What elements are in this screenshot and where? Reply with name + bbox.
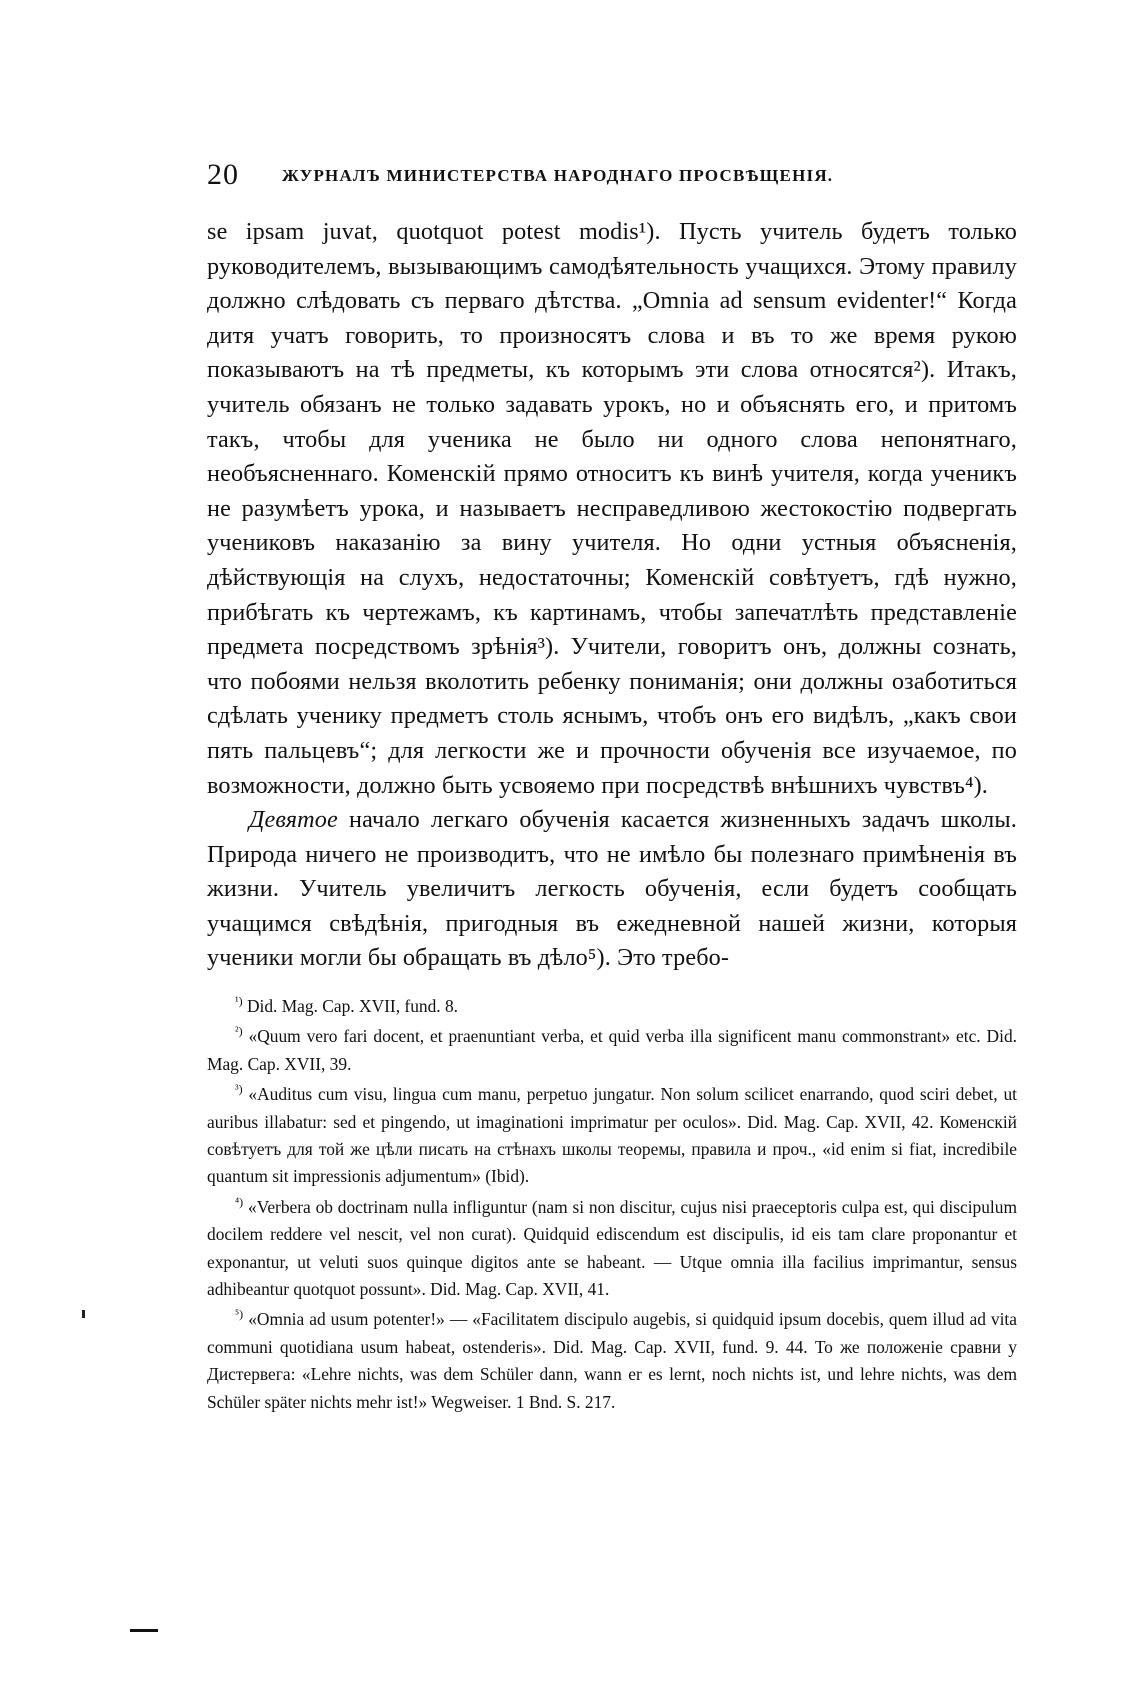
footnote-1 (207, 993, 1017, 1020)
page-number: 20 (207, 158, 239, 191)
footnote-mark: ¹) (235, 994, 243, 1009)
footnote-2 (207, 1023, 1017, 1078)
main-text (207, 215, 1017, 976)
footnote-text: «Verbera ob doctrinam nulla infliguntur (nam si non discitur, cujus nisi praeceptoris culpa est, qui discipulum docilem reddere vel nescit, vel non curat). Quidquid ediscendum est discipulis, id eis tam clare proponantur et exponantur, ut veluti suos quinque digitos ante se habeant. — Utque omnia illa facilius imprimantur, sensus adhibeantur quotquot possunt». Did. Mag. Cap. XVII, 41. (207, 1196, 1017, 1300)
footnote-text: Did. Mag. Cap. XVII, fund. 8. (242, 996, 459, 1016)
footnote-mark: ²) (235, 1024, 243, 1039)
page-header (207, 158, 1017, 198)
footnote-text: «Quum vero fari docent, et praenuntiant verba, et quid verba illa significent manu commonstrant» etc. Did. Mag. Cap. XVII, 39. (207, 1026, 1017, 1074)
footnote-5 (207, 1306, 1017, 1416)
footnote-4 (207, 1194, 1017, 1304)
footnote-3 (207, 1081, 1017, 1191)
paragraph-2-text: начало легкаго обученія касается жизненныхъ задачъ школы. Природа ничего не производитъ, что не имѣло бы полезнаго примѣненія въ жизни. Учитель увеличитъ легкость обученія, если будетъ сообщать учащимся свѣдѣнія, пригодныя въ ежедневной нашей жизни, которыя ученики могли бы обращать въ дѣло⁵). Это требо- (207, 806, 1017, 972)
paragraph-2-italic-word: Девятое (249, 806, 338, 834)
paragraph-2 (207, 803, 1017, 976)
footnote-mark: ³) (235, 1082, 243, 1097)
running-title: ЖУРНАЛЪ МИНИСТЕРСТВА НАРОДНАГО ПРОСВѢЩЕНІЯ. (282, 166, 834, 185)
footnote-mark: ⁵) (235, 1307, 244, 1322)
footnotes (207, 993, 1017, 1419)
paragraph-1: se ipsam juvat, quotquot potest modis¹). Пусть учитель будетъ только руководителемъ, вызывающимъ самодѣятельность учащихся. Этому правилу должно слѣдовать съ перваго дѣтства. „Omnia ad sensum evidenter!“ Когда дитя учатъ говорить, то произносятъ слова и въ то же время рукою показываютъ на тѣ предметы, къ которымъ эти слова относятся²). Итакъ, учитель обязанъ не только задавать урокъ, но и объяснять его, и притомъ такъ, чтобы для ученика не было ни одного слова непонятнаго, необъясненнаго. Коменскій прямо относитъ къ винѣ учителя, когда ученикъ не разумѣетъ урока, и называетъ несправедливою жестокостію подвергать учениковъ наказанію за вину учителя. Но одни устныя объясненія, дѣйствующія на слухъ, недостаточны; Коменскій совѣтуетъ, гдѣ нужно, прибѣгать къ чертежамъ, къ картинамъ, чтобы запечатлѣть представленіе предмета посредствомъ зрѣнія³). Учители, говоритъ онъ, должны сознать, что побоями нельзя вколотить ребенку пониманія; они должны озаботиться сдѣлать ученику предметъ столь яснымъ, чтобъ онъ его видѣлъ, „какъ свои пять пальцевъ“; для легкости же и прочности обученія все изучаемое, по возможности, должно быть усвояемо при посредствѣ внѣшнихъ чувствъ⁴). (207, 218, 1017, 799)
scan-speck (82, 1310, 85, 1318)
footnote-text: «Auditus cum visu, lingua cum manu, perpetuo jungatur. Non solum scilicet enarrando, quod sciri debet, ut auribus illabatur: sed et pingendo, ut imaginationi imprimatur per oculos». Did. Mag. Cap. XVII, 42. Коменскій совѣтуетъ для той же цѣли писать на стѣнахъ школы теоремы, правила и проч., «id enim si fiat, incredibile quantum sit impressionis adjumentum» (Ibid). (207, 1084, 1017, 1187)
footnote-text: «Omnia ad usum potenter!» — «Facilitatem discipulo augebis, si quidquid ipsum docebis, quem illud ad vita communi quotidiana usum habeat, ostenderis». Did. Mag. Cap. XVII, fund. 9. 44. То же положеніе сравни у Дистервега: «Lehre nichts, was dem Schüler dann, wann er es lernt, noch nichts ist, und lehre nichts, was dem Schüler später nichts mehr ist!» Wegweiser. 1 Bnd. S. 217. (207, 1309, 1017, 1412)
scan-dash-mark (130, 1629, 158, 1632)
footnote-mark: ⁴) (235, 1195, 244, 1210)
